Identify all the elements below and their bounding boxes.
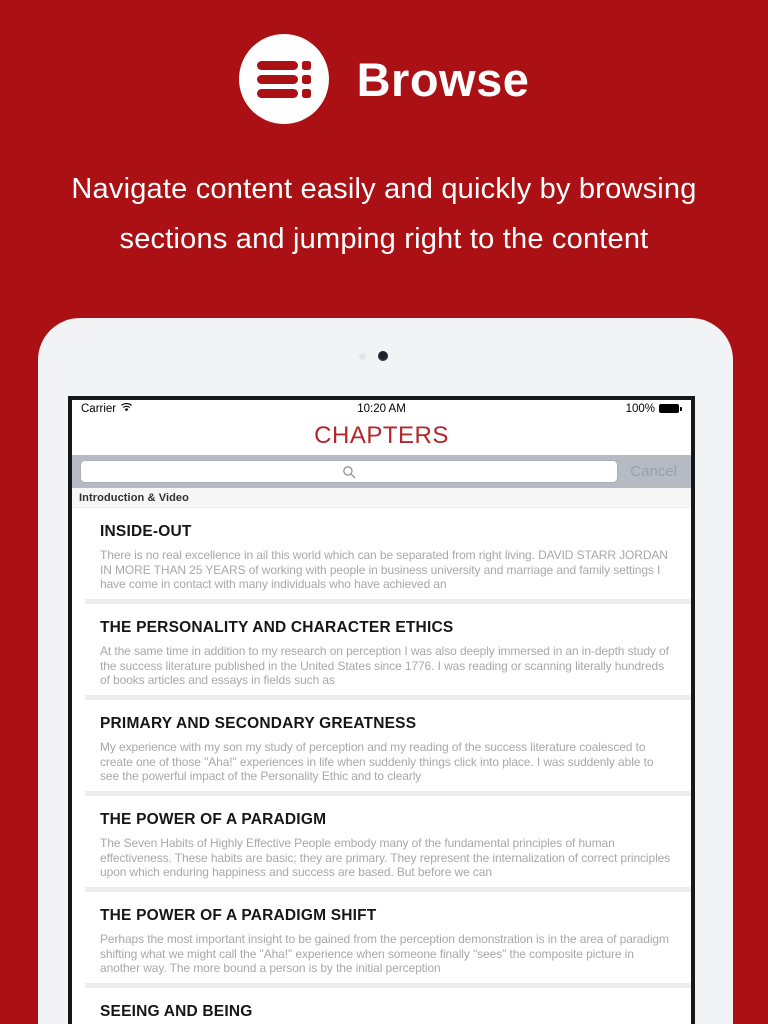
status-time: 10:20 AM (357, 402, 406, 415)
chapter-title: INSIDE-OUT (100, 523, 192, 540)
hero-tagline (0, 164, 768, 264)
chapter-title: PRIMARY AND SECONDARY GREATNESS (100, 715, 417, 732)
light-sensor-dot (359, 353, 366, 360)
hero-title: Browse (356, 52, 530, 106)
front-camera-icon (378, 351, 388, 361)
page-title: CHAPTERS (72, 417, 691, 455)
list-item[interactable] (72, 892, 691, 983)
battery-icon (659, 404, 682, 413)
chapter-preview: My experience with my son my study of perception and my reading of the success literature coalesced to create one of those "Aha!" experiences in life when suddenly things click into place. I was suddenly able to see the powerful impact of the Personality Ethic and to clearly (100, 740, 654, 783)
chapter-title: THE PERSONALITY AND CHARACTER ETHICS (100, 619, 454, 636)
tagline-line-2: sections and jumping right to the content (119, 223, 649, 255)
status-bar (72, 400, 691, 417)
wifi-icon (120, 402, 133, 415)
search-input[interactable] (80, 460, 618, 483)
list-item[interactable] (72, 796, 691, 887)
hero-title-row (0, 34, 768, 124)
carrier-label: Carrier (81, 402, 117, 415)
search-bar (72, 455, 691, 488)
hero-banner (0, 0, 768, 264)
app-screen (68, 396, 695, 1024)
list-item[interactable] (72, 700, 691, 791)
chapter-preview: At the same time in addition to my research on perception I was also deeply immersed in an in-depth study of the success literature published in the United States since 1776. I was reading or scanning literally hundreds of books articles and essays in fields such as (100, 644, 669, 687)
chapter-title: SEEING AND BEING (100, 1003, 253, 1020)
cancel-button[interactable]: Cancel (618, 463, 691, 480)
tagline-line-1: Navigate content easily and quickly by browsing (71, 173, 697, 205)
list-item[interactable] (72, 988, 691, 1024)
chapter-list (72, 508, 691, 1024)
section-header: Introduction & Video (72, 488, 691, 508)
list-item[interactable] (72, 604, 691, 695)
chapter-preview: There is no real excellence in ail this world which can be separated from right living. DAVID STARR JORDAN IN MORE THAN 25 YEARS of working with people in business university and marriage and family settings I have come in contact with many individuals who have achieved an (100, 548, 668, 591)
chapter-preview: The Seven Habits of Highly Effective People embody many of the fundamental principles of human effectiveness. These habits are basic; they are primary. They represent the internalization of correct principles upon which enduring happiness and success are based. But before we can (100, 836, 671, 879)
chapter-title: THE POWER OF A PARADIGM SHIFT (100, 907, 377, 924)
list-item[interactable] (72, 508, 691, 599)
chapter-title: THE POWER OF A PARADIGM (100, 811, 327, 828)
chapter-preview: Perhaps the most important insight to be gained from the perception demonstration is in the area of paradigm shifting what we might call the "Aha!" experience when someone finally "sees" the composite picture in another way. The more bound a person is by the initial perception (100, 932, 669, 975)
browse-list-icon (239, 34, 329, 124)
battery-percent: 100% (625, 402, 655, 415)
